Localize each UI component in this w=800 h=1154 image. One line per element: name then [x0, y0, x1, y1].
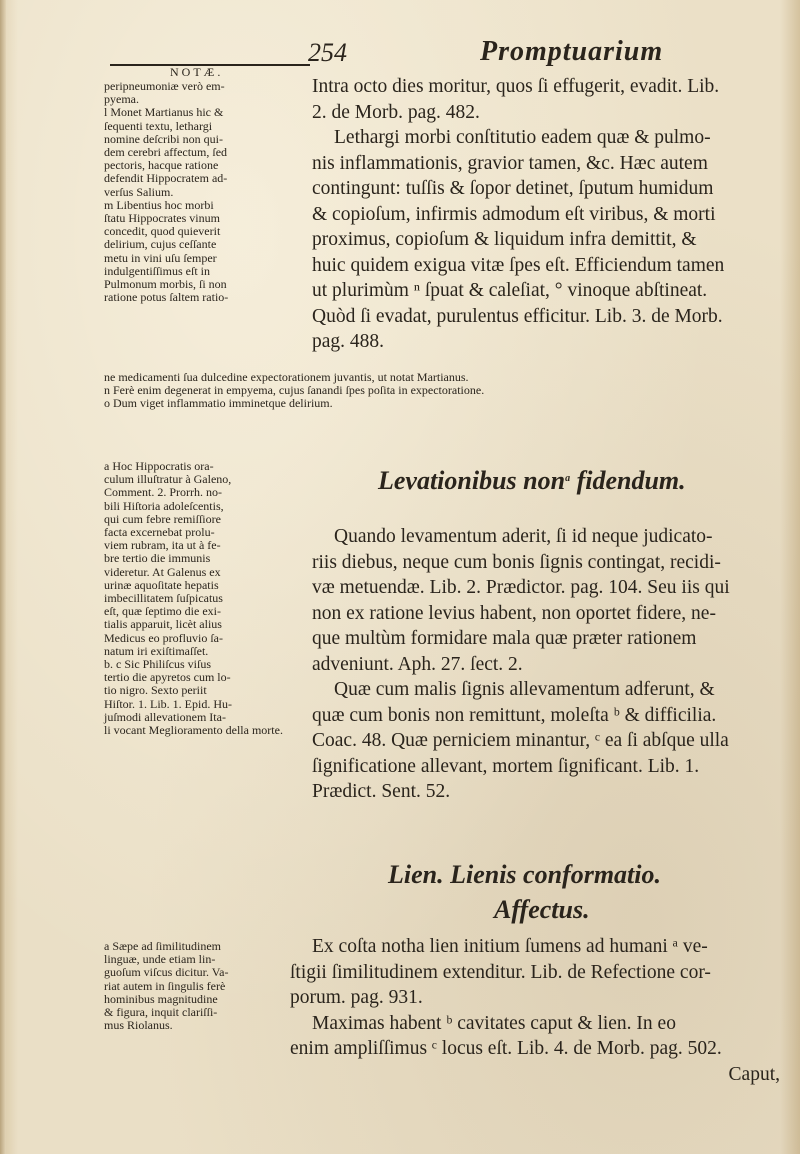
text-line: ut plurimùm ⁿ ſpuat & caleſiat, ° vinoque abſtineat.: [312, 280, 708, 301]
note-line: Pulmonum morbis, ſi non: [104, 277, 227, 292]
note-line: tertio die apyretos cum lo-: [104, 670, 231, 685]
section2-heading: [378, 466, 686, 496]
note-line: videretur. At Galenus ex: [104, 564, 221, 579]
note-line: o Dum viget inflammatio imminetque delirium.: [104, 396, 333, 411]
text-line: Quòd ſi evadat, purulentus efficitur. Lib. 3. de Morb.: [312, 305, 723, 327]
section2-main-text: [312, 524, 792, 805]
note-line: natum iri exiſtimaſſet.: [104, 643, 209, 658]
note-line: li vocant Meglioramento della morte.: [104, 723, 283, 738]
note-line: pyema.: [104, 92, 139, 107]
text-line: Intra octo dies moritur, quos ſi effugerit, evadit. Lib.: [312, 76, 720, 97]
note-line: hominibus magnitudine: [104, 991, 218, 1006]
note-line: mus Riolanus.: [104, 1018, 173, 1033]
text-line: Quæ cum malis ſignis allevamentum adferunt, &: [334, 679, 715, 700]
note-line: Medicus eo profluvio ſa-: [104, 630, 223, 645]
section3-notes: [104, 940, 304, 1032]
note-line: facta excernebat prolu-: [104, 525, 215, 540]
text-line: Coac. 48. Quæ perniciem minantur, ᶜ ea ſi abſque ulla: [312, 730, 729, 751]
section3-heading: Lien. Lienis conformatio.: [388, 860, 661, 889]
note-line: a Hoc Hippocratis ora-: [104, 459, 214, 473]
notes-label: NOTÆ.: [170, 65, 224, 79]
note-line: Hiſtor. 1. Lib. 1. Epid. Hu-: [104, 696, 232, 711]
note-line: peripneumoniæ verò em-: [104, 79, 225, 93]
text-line: nis inflammationis, gravior tamen, &c. Hæc autem: [312, 152, 708, 174]
catchword: Caput,: [728, 1063, 780, 1085]
note-line: ſtatu Hippocrates vinum: [104, 211, 220, 226]
text-line: proximus, copioſum & liquidum infra demittit, &: [312, 229, 697, 250]
heading-text-end: fidendum.: [576, 466, 686, 495]
note-line: n Ferè enim degenerat in empyema, cujus ſanandi ſpes poſita in expectoratione.: [104, 383, 485, 398]
note-line: delirium, cujus ceſſante: [104, 237, 217, 252]
note-line: metu in vini uſu ſemper: [104, 250, 217, 265]
note-line: qui cum febre remiſſiore: [104, 511, 221, 526]
text-line: contingunt: tuſſis & ſopor detinet, ſputum humidum: [312, 178, 714, 199]
section3-subheading: Affectus.: [494, 895, 590, 924]
text-line: Maximas habent ᵇ cavitates caput & lien. In eo: [312, 1012, 676, 1034]
note-line: b. c Sic Philiſcus viſus: [104, 657, 212, 672]
note-line: concedit, quod quieverit: [104, 224, 221, 239]
text-line: Quando levamentum aderit, ſi id neque judicato-: [334, 526, 713, 547]
text-line: ſtigii ſimilitudinem extenditur. Lib. de Refectione cor-: [290, 961, 711, 983]
page-number: 254: [308, 38, 347, 67]
note-line: defendit Hippocratem ad-: [104, 171, 228, 186]
text-line: Lethargi morbi conſtitutio eadem quæ & pulmo-: [334, 127, 711, 148]
section3-main-text: [290, 934, 790, 1087]
note-line: tialis apparuit, licèt alius: [104, 617, 222, 632]
text-line: huic quidem exigua vitæ ſpes eſt. Efficiendum tamen: [312, 254, 725, 276]
text-line: quæ cum bonis non remittunt, moleſta ᵇ & difficilia.: [312, 704, 717, 726]
text-line: porum. pag. 931.: [290, 987, 423, 1008]
note-line: pectoris, hacque ratione: [104, 158, 219, 173]
gutter-shadow: [0, 0, 6, 1154]
text-line: Ex coſta notha lien initium ſumens ad humani ᵃ ve-: [312, 936, 708, 957]
section1-full-notes: [104, 371, 794, 411]
note-line: ſequenti textu, lethargi: [104, 118, 213, 133]
page-header: [110, 38, 790, 78]
text-line: & copioſum, infirmis admodum eſt viribus, & morti: [312, 203, 716, 225]
text-line: enim ampliſſimus ᶜ locus eſt. Lib. 4. de Morb. pag. 502.: [290, 1038, 722, 1059]
text-line: non ex ratione levius habent, non oportet fidere, ne-: [312, 602, 716, 624]
text-line: adveniunt. Aph. 27. ſect. 2.: [312, 653, 523, 675]
note-line: nomine deſcribi non qui-: [104, 131, 223, 146]
note-line: urinæ aquoſitate hepatis: [104, 577, 219, 592]
note-line: eſt, quæ ſeptimo die exi-: [104, 604, 221, 619]
note-line: juſmodi allevationem Ita-: [104, 709, 226, 724]
text-line: Prædict. Sent. 52.: [312, 781, 451, 802]
note-line: m Libentius hoc morbi: [104, 197, 214, 212]
running-title: Promptuarium: [480, 36, 664, 67]
note-line: bre tertio die immunis: [104, 551, 211, 566]
footnote-marker: a: [565, 473, 571, 484]
note-line: culum illuſtratur à Galeno,: [104, 472, 232, 487]
text-line: ſignificatione allevant, mortem ſignificant. Lib. 1.: [312, 755, 700, 777]
note-line: & figura, inquit clariſſi-: [104, 1005, 218, 1020]
note-line: verſus Salium.: [104, 184, 174, 199]
note-line: linguæ, unde etiam lin-: [104, 952, 216, 967]
note-line: ne medicamenti ſua dulcedine expectorationem juvantis, ut notat Martianus.: [104, 370, 469, 384]
note-line: tio nigro. Sexto periit: [104, 683, 207, 698]
text-line: 2. de Morb. pag. 482.: [312, 101, 480, 123]
note-line: riat autem in ſingulis ferè: [104, 978, 226, 993]
note-line: a Sæpe ad ſimilitudinem: [104, 939, 221, 953]
section1-notes: [104, 80, 304, 304]
note-line: dem cerebri affectum, ſed: [104, 145, 228, 160]
section1-main-text: [312, 74, 792, 355]
text-line: pag. 488.: [312, 331, 385, 352]
heading-text: Levationibus non: [378, 466, 566, 495]
section2-notes: [104, 460, 304, 737]
note-line: Comment. 2. Prorrh. no-: [104, 485, 222, 500]
note-line: guoſum viſcus dicitur. Va-: [104, 965, 229, 980]
note-line: viem rubram, ita ut à fe-: [104, 538, 221, 553]
note-line: imbecillitatem ſuſpicatus: [104, 591, 223, 606]
text-line: riis diebus, neque cum bonis ſignis contingat, recidi-: [312, 551, 721, 573]
note-line: l Monet Martianus hic &: [104, 105, 224, 120]
note-line: ratione potus ſaltem ratio-: [104, 290, 229, 305]
text-line: væ metuendæ. Lib. 2. Prædictor. pag. 104. Seu iis qui: [312, 577, 730, 598]
note-line: bili Hiſtoria adoleſcentis,: [104, 498, 224, 513]
note-line: indulgentiſſimus eſt in: [104, 263, 210, 278]
text-line: que multùm formidare mala quæ præter rationem: [312, 628, 697, 649]
